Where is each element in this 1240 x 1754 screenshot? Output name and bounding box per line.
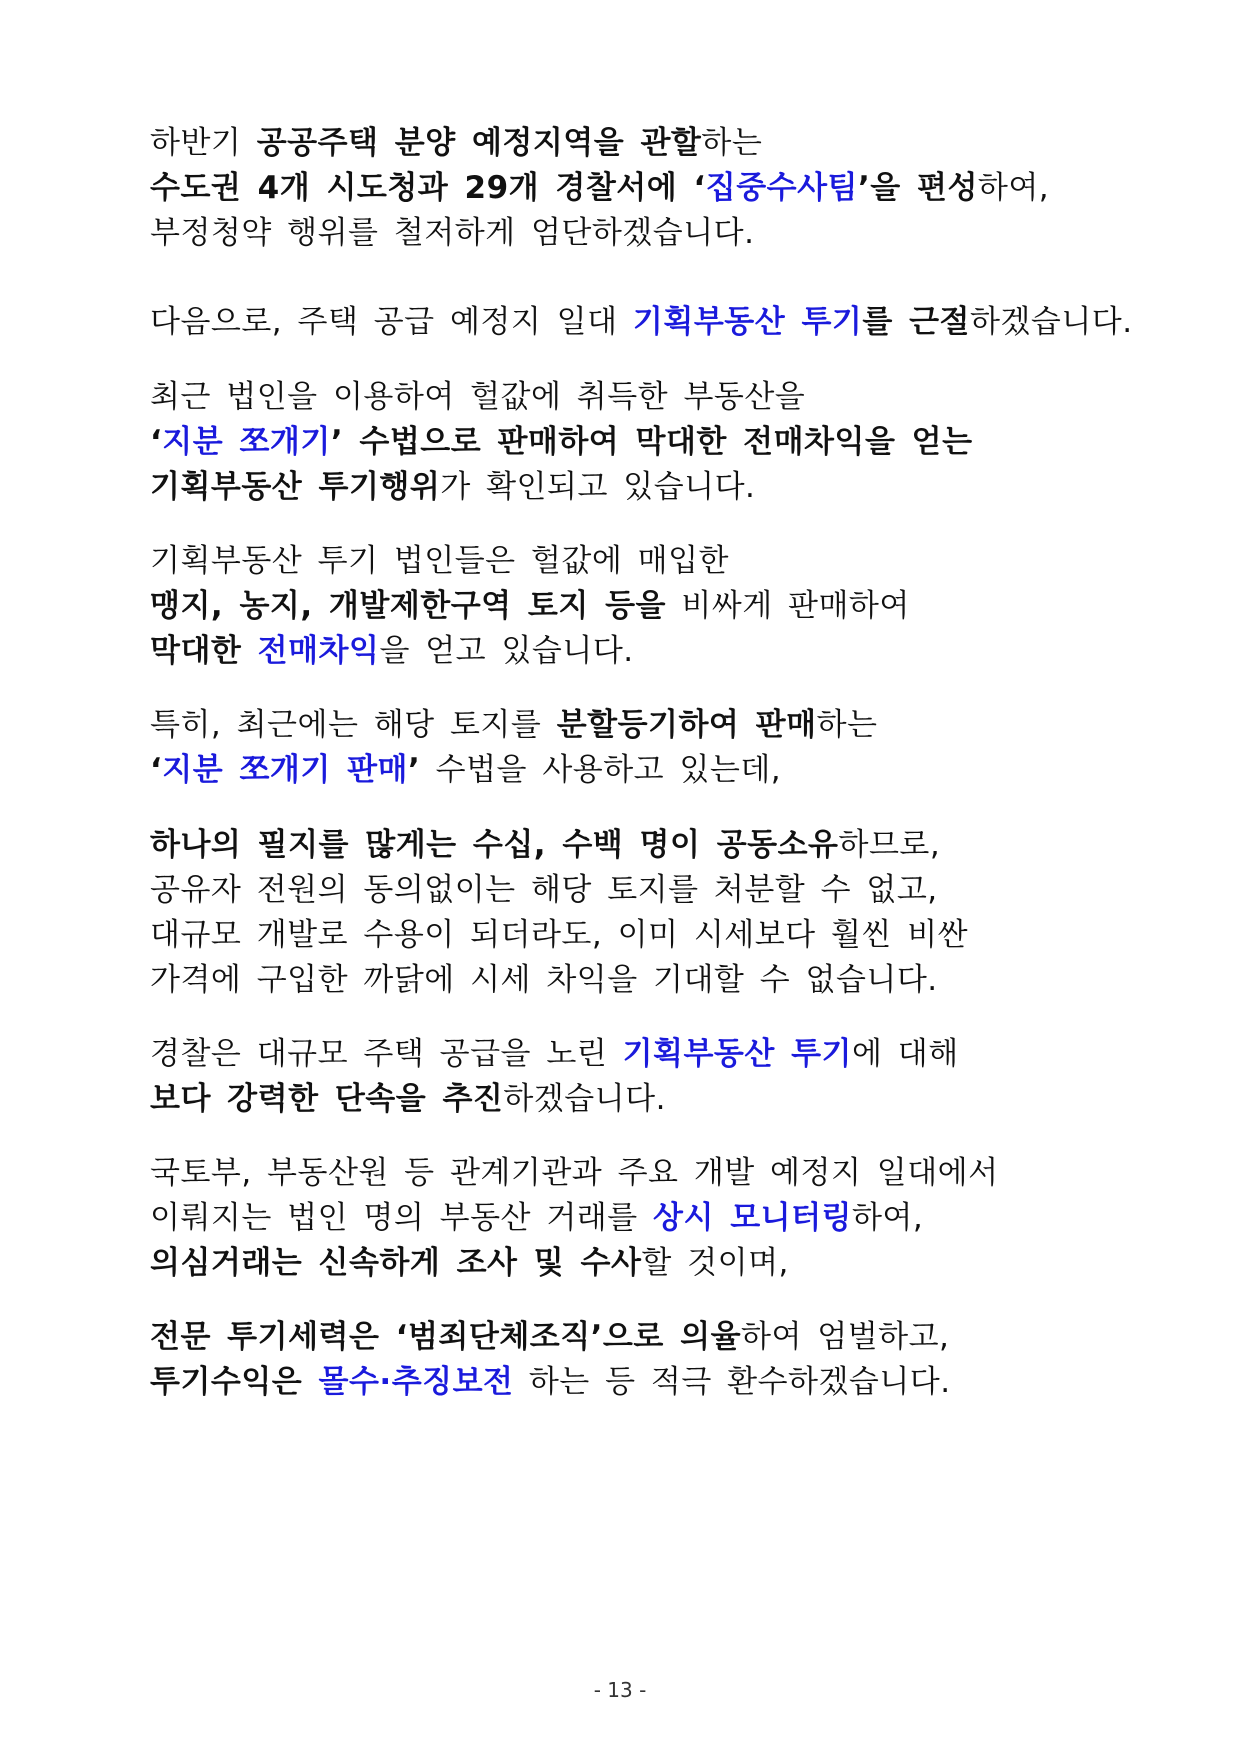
text-line [150,422,973,462]
text-line [150,302,1133,342]
text-segment: 특히, 최근에는 해당 토지를 [150,707,557,743]
text-segment: ’을 편성 [857,170,978,206]
text-segment: 경찰은 대규모 주택 공급을 노린 [150,1036,623,1072]
text-segment: 대규모 개발로 수용이 되더라도, 이미 시세보다 훨씬 비싼 [150,917,969,953]
text-line [150,960,938,1000]
text-line [150,123,762,163]
text-segment: 하는 [701,125,763,161]
text-segment: 수도권 4개 시도청과 29개 경찰서에 ‘ [150,170,706,206]
text-segment: 이뤄지는 법인 명의 부동산 거래를 [150,1200,654,1236]
text-segment: 공공주택 분양 예정지역을 관할 [256,125,702,161]
text-segment: 하는 등 적극 환수하겠습니다. [513,1364,951,1400]
text-line [150,1079,666,1119]
text-segment: 하여, [851,1200,924,1236]
text-segment: 에 대해 [852,1036,959,1072]
text-segment: 보다 강력한 단속을 추진 [150,1081,504,1117]
text-segment: 몰수·추징보전 [318,1364,514,1400]
text-segment: 기획부동산 투기행위 [150,469,441,505]
text-segment: 하므로, [838,827,941,863]
text-segment: 투기수익은 [150,1364,319,1400]
text-line [150,541,729,581]
text-segment: 지분 쪼개기 판매 [162,752,408,788]
text-line [150,168,1049,208]
text-line [150,1362,951,1402]
text-line [150,750,781,790]
text-segment: 분할등기하여 판매 [556,707,817,743]
text-segment: 하나의 필지를 많게는 수십, 수백 명이 공동소유 [150,827,839,863]
text-segment: 하여 엄벌하고, [741,1319,950,1355]
text-segment: 상시 모니터링 [653,1200,852,1236]
text-segment: 기획부동산 투기 [632,304,863,340]
text-segment: 기획부동산 투기 [622,1036,852,1072]
text-segment: 하겠습니다. [503,1081,666,1117]
text-segment: ‘ [150,424,163,460]
text-segment: ’ 수법으로 판매하여 막대한 전매차익을 얻는 [330,424,973,460]
text-line [150,870,938,910]
text-segment: 할 것이며, [641,1245,789,1281]
text-segment: ’ [408,752,421,788]
text-line [150,213,754,253]
text-segment: 을 얻고 있습니다. [379,633,634,669]
text-segment: 전매차익 [257,633,380,669]
text-segment: 의심거래는 신속하게 조사 및 수사 [150,1245,642,1281]
text-segment: 가 확인되고 있습니다. [440,469,756,505]
text-line [150,467,755,507]
text-line [150,705,877,745]
text-segment: 가격에 구입한 까닭에 시세 차익을 기대할 수 없습니다. [150,962,938,998]
text-segment: 비싸게 판매하여 [665,588,910,624]
text-line [150,1034,959,1074]
text-line [150,377,805,417]
text-line [150,1317,949,1357]
text-segment: 최근 법인을 이용하여 헐값에 취득한 부동산을 [150,379,806,415]
page-number: - 13 - [593,1678,647,1702]
text-segment: 집중수사팀 [705,170,858,206]
text-segment: 하반기 [150,125,257,161]
text-segment: 국토부, 부동산원 등 관계기관과 주요 개발 예정지 일대에서 [150,1155,999,1191]
text-line [150,631,634,671]
text-line [150,586,910,626]
text-segment: 지분 쪼개기 [162,424,331,460]
text-segment: 하겠습니다. [969,304,1133,340]
text-segment: 막대한 [150,633,258,669]
text-line [150,915,968,955]
text-segment: 맹지, 농지, 개발제한구역 토지 등을 [150,588,666,624]
text-segment: 공유자 전원의 동의없이는 해당 토지를 처분할 수 없고, [150,872,938,908]
text-segment: ‘ [150,752,163,788]
text-segment: 하는 [816,707,878,743]
text-segment: 수법을 사용하고 있는데, [420,752,782,788]
text-segment: 전문 투기세력은 ‘범죄단체조직’으로 의율 [150,1319,742,1355]
text-line [150,1153,999,1193]
text-line [150,825,940,865]
text-line [150,1243,789,1283]
text-segment: 하여, [977,170,1050,206]
text-segment: 부정청약 행위를 철저하게 엄단하겠습니다. [150,215,755,251]
text-segment: 기획부동산 투기 법인들은 헐값에 매입한 [150,543,729,579]
text-line [150,1198,923,1238]
text-segment: 를 근절 [862,304,970,340]
text-segment: 다음으로, 주택 공급 예정지 일대 [150,304,633,340]
